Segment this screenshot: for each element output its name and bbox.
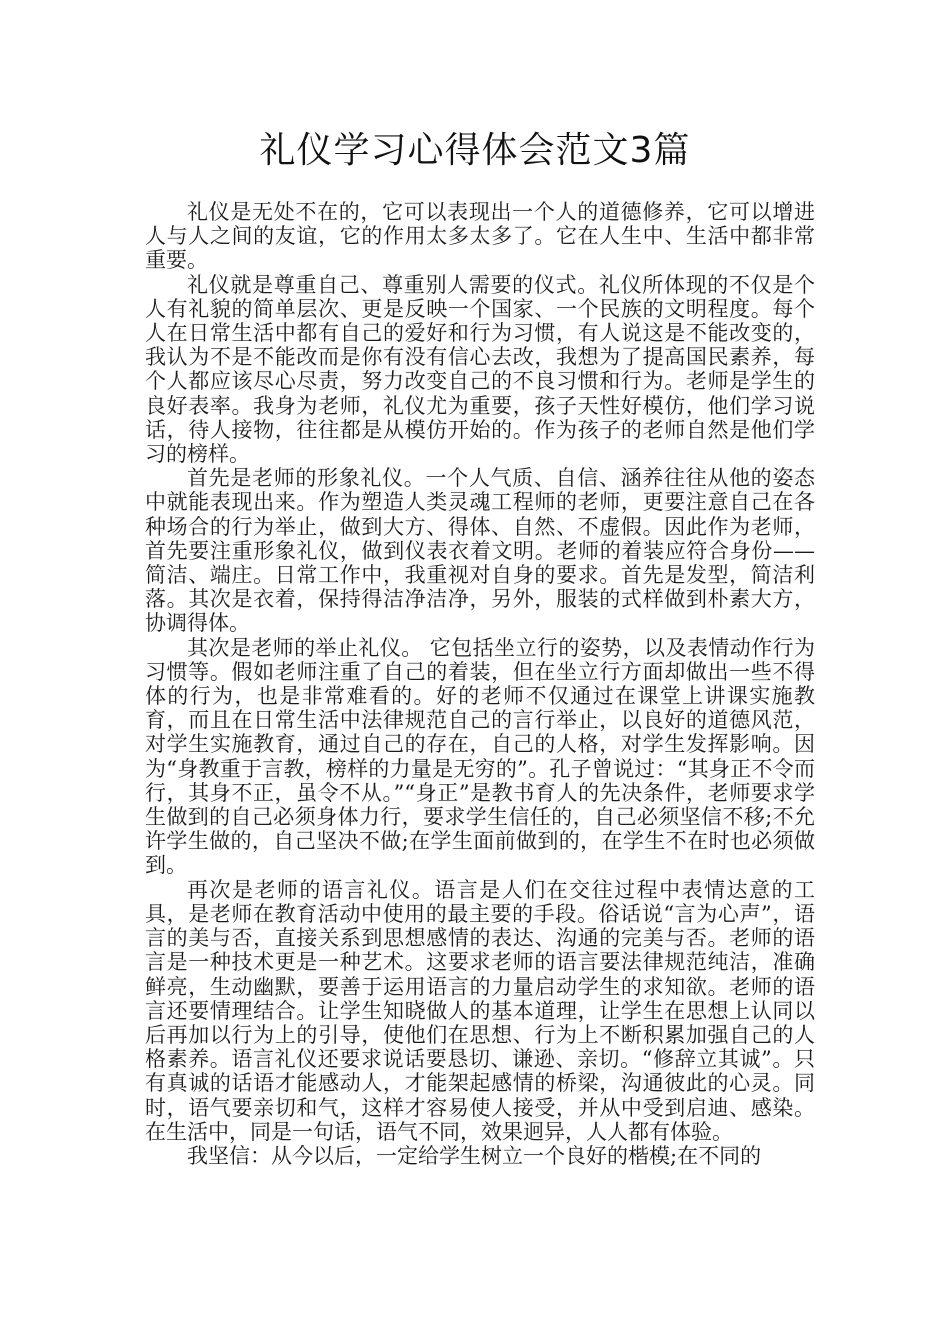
paragraph: 我坚信：从今以后，一定给学生树立一个良好的楷模;在不同的 [187, 1143, 762, 1168]
document-title: 礼仪学习心得体会范文3篇 [259, 130, 691, 171]
paragraph: 再次是老师的语言礼仪。语言是人们在交往过程中表情达意的工具，是老师在教育活动中使用的最主要的手段。俗话说“言为心声”，语言的美与否，直接关系到思想感情的表达、沟通的完美与否。老师的语言是一种技术更是一种艺术。这要求老师的语言要法律规范纯洁，准确鲜亮，生动幽默，要善于运用语言的力量启动学生的求知欲。老师的语言还要情理结合。让学生知晓做人的基本道理，让学生在思想上认同以后再加以行为上的引导，使他们在思想、行为上不断积累加强自己的人格素养。语言礼仪还要求说话要恳切、谦逊、亲切。“修辞立其诚”。只有真诚的话语才能感动人，才能架起感情的桥梁，沟通彼此的心灵。同时，语气要亲切和气，这样才容易使人接受，并从中受到启迪、感染。在生活中，同是一句话，语气不同，效果迥异，人人都有体验。 [145, 877, 815, 1144]
paragraph: 礼仪就是尊重自己、尊重别人需要的仪式。礼仪所体现的不仅是个人有礼貌的简单层次、更是反映一个国家、一个民族的文明程度。每个人在日常生活中都有自己的爱好和行为习惯，有人说这是不能改变的，我认为不是不能改而是你有没有信心去改，我想为了提高国民素养，每个人都应该尽心尽责，努力改变自己的不良习惯和行为。老师是学生的良好表率。我身为老师，礼仪尤为重要，孩子天性好模仿，他们学习说话，待人接物，往往都是从模仿开始的。作为孩子的老师自然是他们学习的榜样。 [145, 272, 815, 467]
paragraph: 首先是老师的形象礼仪。一个人气质、自信、涵养往往从他的姿态中就能表现出来。作为塑造人类灵魂工程师的老师，更要注意自己在各种场合的行为举止，做到大方、得体、自然、不虚假。因此作为老师，首先要注重形象礼仪，做到仪表衣着文明。老师的着装应符合身份——简洁、端庄。日常工作中，我重视对自身的要求。首先是发型，简洁利落。其次是衣着，保持得洁净洁净，另外，服装的式样做到朴素大方，协调得体。 [145, 466, 815, 636]
paragraph: 其次是老师的举止礼仪。 它包括坐立行的姿势，以及表情动作行为习惯等。假如老师注重了自己的着装，但在坐立行方面却做出一些不得体的行为，也是非常难看的。好的老师不仅通过在课堂上讲课实施教育，而且在日常生活中法律规范自己的言行举止，以良好的道德风范，对学生实施教育，通过自己的存在，自己的人格，对学生发挥影响。因为“身教重于言教，榜样的力量是无穷的”。孔子曾说过：“其身正不令而行，其身不正，虽令不从。”“身正”是教书育人的先决条件，老师要求学生做到的自己必须身体力行，要求学生信任的，自己必须坚信不移;不允许学生做的，自己坚决不做;在学生面前做到的，在学生不在时也必须做到。 [145, 635, 815, 878]
document-body [145, 200, 815, 1168]
paragraph: 礼仪是无处不在的，它可以表现出一个人的道德修养，它可以增进人与人之间的友谊，它的作用太多太多了。它在人生中、生活中都非常重要。 [145, 200, 815, 273]
